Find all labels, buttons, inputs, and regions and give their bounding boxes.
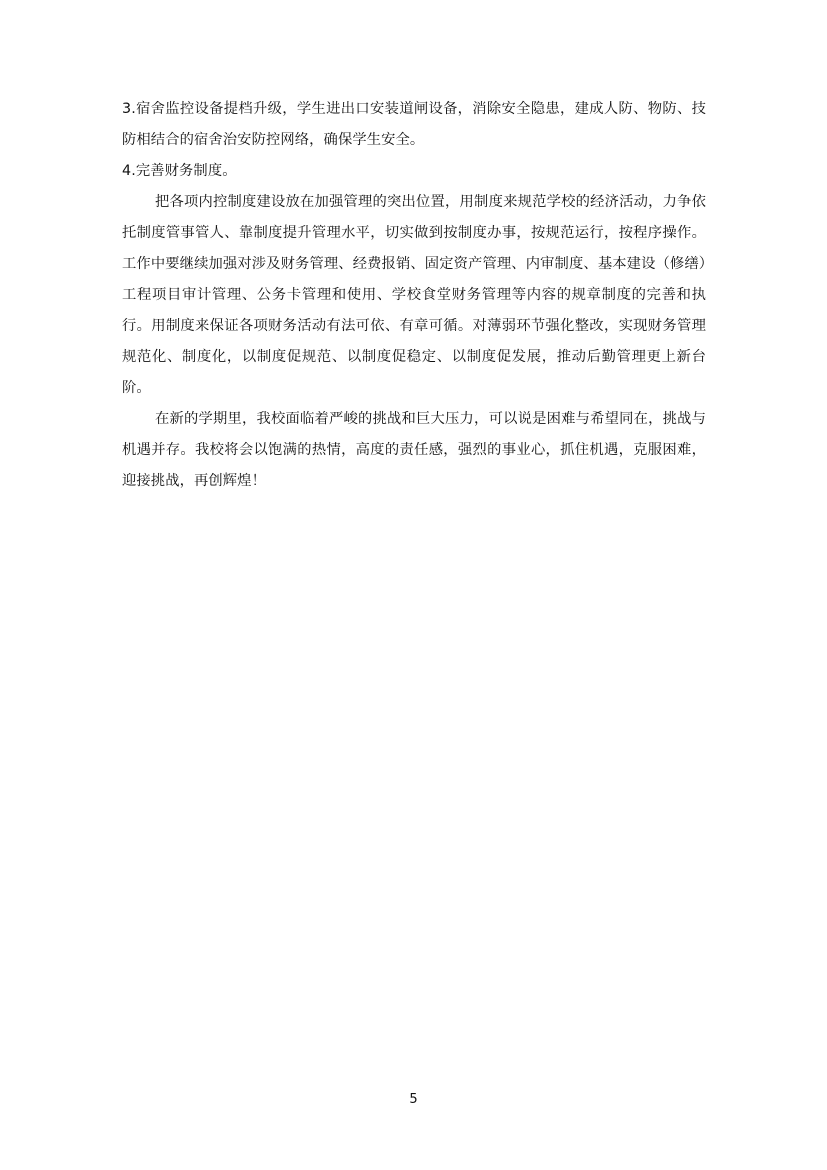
paragraph-conclusion: 在新的学期里，我校面临着严峻的挑战和巨大压力，可以说是困难与希望同在，挑战与机遇并存。我校将会以饱满的热情，高度的责任感，强烈的事业心，抓住机遇，克服困难，迎接挑战，再创辉煌！ [122, 411, 706, 489]
paragraph-item-3: 3.宿舍监控设备提档升级，学生进出口安装道闸设备，消除安全隐患，建成人防、物防、技防相结合的宿舍治安防控网络，确保学生安全。 [122, 101, 706, 148]
page-number: 5 [409, 1092, 418, 1107]
document-body [122, 94, 706, 497]
paragraph-finance-system: 把各项内控制度建设放在加强管理的突出位置，用制度来规范学校的经济活动，力争依托制度管事管人、靠制度提升管理水平，切实做到按制度办事，按规范运行，按程序操作。工作中要继续加强对涉及财务管理、经费报销、固定资产管理、内审制度、基本建设（修缮）工程项目审计管理、公务卡管理和使用、学校食堂财务管理等内容的规章制度的完善和执行。用制度来保证各项财务活动有法可依、有章可循。对薄弱环节强化整改，实现财务管理规范化、制度化，以制度促规范、以制度促稳定、以制度促发展，推动后勤管理更上新台阶。 [122, 194, 706, 396]
paragraph-heading-4: 4.完善财务制度。 [122, 163, 237, 179]
